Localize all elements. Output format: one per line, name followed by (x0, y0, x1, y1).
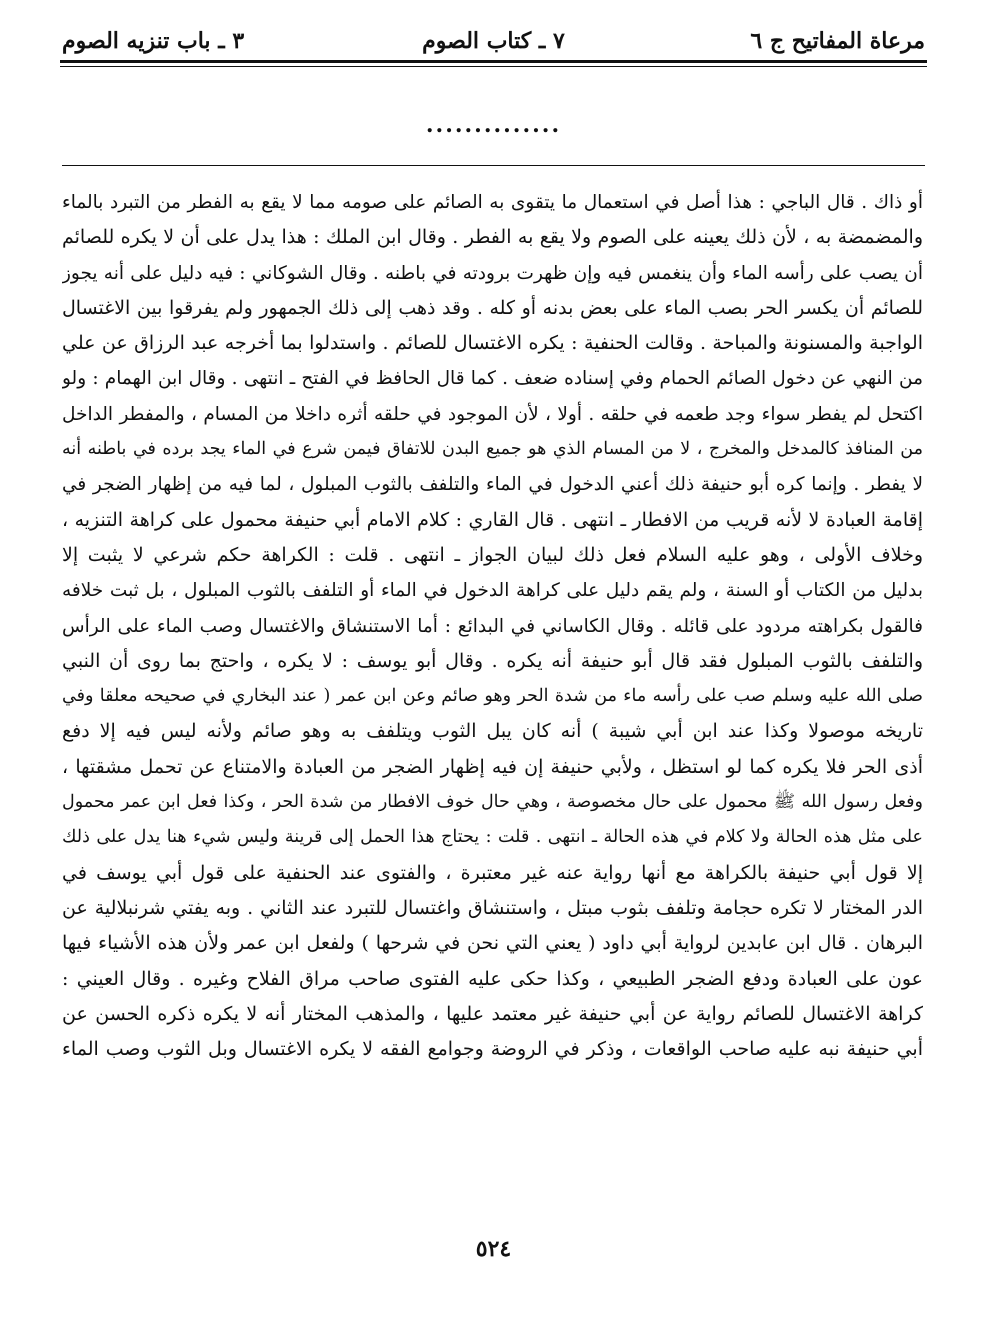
body-text (62, 185, 923, 1067)
body-line: والمضمضة به ، لأن ذلك يعينه على الصوم ولا يقع به الفطر . وقال ابن الملك : هذا يدل على أن لا يكره للصائم (62, 226, 923, 249)
body-top-rule (62, 165, 925, 166)
body-line: اكتحل لم يفطر سواء وجد طعمه في حلقه . أولا ، لأن الموجود في حلقه أثره داخلا من المسام ، والمفطر الداخل (62, 403, 923, 425)
page-number: ٥٢٤ (475, 1236, 512, 1262)
body-line: تاريخه موصولا وكذا عند ابن أبي شيبة ) أنه كان يبل الثوب ويتلفف به وهو صائم ولأنه ليس فيه إلا دفع (62, 720, 923, 743)
body-line: عون على العبادة ودفع الضجر الطبيعي ، وكذا حكى عليه الفتوى صاحب مراق الفلاح وغيره . وقال العيني : (62, 967, 923, 990)
body-line: البرهان . قال ابن عابدين لرواية أبي داود ( يعني التي نحن في شرحها ) ولفعل ابن عمر ولأن هذه الأشياء فيها (62, 932, 923, 955)
section-title: ٧ ـ كتاب الصوم (422, 28, 565, 54)
body-line: أن يصب على رأسه الماء وأن ينغمس فيه وإن ظهرت برودته في باطنه . وقال الشوكاني : فيه دليل على أنه يجوز (62, 262, 923, 284)
body-line: والتلفف بالثوب المبلول فقد قال أبو حنيفة أنه يكره . وقال أبو يوسف : لا يكره ، واحتج بما روى أن النبي (62, 649, 923, 672)
body-line: فالقول بكراهته مردود على قائله . وقال الكاساني في البدائع : أما الاستنشاق والاغتسال وصب الماء على الرأس (62, 615, 923, 637)
body-line: من النهي عن دخول الصائم الحمام وفي إسناده ضعف . كما قال الحافظ في الفتح ـ انتهى . وقال ابن الهمام : ولو (62, 368, 923, 390)
chapter-title: ٣ ـ باب تنزيه الصوم (62, 28, 245, 54)
body-line: إلا قول أبي حنيفة بالكراهة مع أنها رواية عنه غير معتبرة ، والفتوى عند الحنفية على قول أبي يوسف في (62, 861, 923, 884)
body-line: أو ذاك . قال الباجي : هذا أصل في استعمال ما يتقوى به الصائم على صومه مما لا يقع به الفطر من التبرد بالماء (62, 192, 923, 213)
body-line: لا يفطر . وإنما كره أبو حنيفة ذلك أعني الدخول في الماء والتلفف بالثوب المبلول ، لما فيه من إظهار الضجر في (62, 474, 923, 496)
body-line: للصائم أن يكسر الحر بصب الماء على بعض بدنه أو كله . وقد ذهب إلى ذلك الجمهور ولم يفرقوا بين الاغتسال (62, 296, 923, 319)
body-line: صلى الله عليه وسلم صب على رأسه ماء من شدة الحر وهو صائم وعن ابن عمر ( عند البخاري في صحيحه معلقا وفي (62, 686, 923, 707)
body-line: الواجبة والمسنونة والمباحة . وقالت الحنفية : يكره الاغتسال للصائم . واستدلوا بما أخرجه عبد الرزاق عن علي (62, 332, 923, 355)
body-line: وفعل رسول الله ﷺ محمول على حال مخصوصة ، وهي حال خوف الافطار من شدة الحر ، وكذا فعل ابن عمر محمول (62, 792, 923, 813)
running-header (62, 22, 925, 60)
body-line: إقامة العبادة لا لأنه قريب من الافطار ـ انتهى . قال القاري : كلام الامام أبي حنيفة محمول على كراهة التنزيه ، (62, 508, 923, 531)
body-line: على مثل هذه الحالة ولا كلام في هذه الحالة ـ انتهى . قلت : يحتاج هذا الحمل إلى قرينة وليس شيء هنا يدل على ذلك (62, 827, 923, 848)
body-line: أبي حنيفة نبه عليه صاحب الواقعات ، وذكر في الروضة وجوامع الفقه لا يكره الاغتسال وبل الثوب وصب الماء (62, 1038, 923, 1061)
section-separator: .............. (425, 112, 562, 138)
body-line: وخلاف الأولى ، وهو عليه السلام فعل ذلك لبيان الجواز ـ انتهى . قلت : الكراهة حكم شرعي لا يثبت إلا (62, 543, 923, 566)
book-title: مرعاة المفاتيح ج ٦ (750, 28, 925, 54)
body-line: كراهة الاغتسال للصائم رواية عن أبي حنيفة غير معتمد عليها ، والمذهب المختار أنه لا يكره ذكره الحسن عن (62, 1002, 923, 1025)
body-line: من المنافذ كالمدخل والمخرج ، لا من المسام الذي هو جميع البدن للاتفاق فيمن شرع في الماء يجد برده في باطنه أنه (62, 439, 923, 460)
header-rule-thin (60, 66, 927, 67)
body-line: بدليل من الكتاب أو السنة ، ولم يقم دليل على كراهة الدخول في الماء أو التلفف بالثوب المبلول ، بل ثبت خلافه (62, 580, 923, 602)
body-line: الدر المختار لا تكره حجامة وتلفف بثوب مبتل ، واستنشاق واغتسال للتبرد عند الثاني . وبه يفتي شرنبلالية عن (62, 896, 923, 919)
body-line: أذى الحر فلا يكره كما لو استظل ، ولأبي حنيفة إن فيه إظهار الضجر من العبادة والامتناع عن تحمل مشقتها ، (62, 755, 923, 778)
header-rule-thick (60, 60, 927, 63)
